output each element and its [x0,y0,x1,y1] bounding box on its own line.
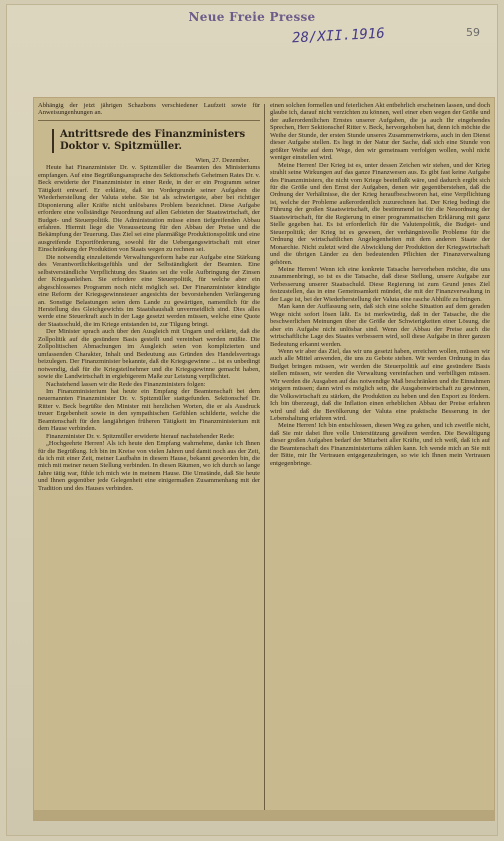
article-paragraph: Der Minister sprach auch über den Ausgleich mit Ungarn und erklärte, daß die Zollpolitik auf die gesündere Basis gestellt und vereinbart werden müßte. Die Zollpolitischen Abmachungen im Ausgleich seien von komplizierten und umfassenden Charakter, Inhalt und Bedeutung aus Gründen des Handelsvertrags beizulegen. Der Finanzminister bekannte, daß die Kriegsgewinne ... ist es unbedingt notwendig, daß für die Kriegsteilnehmer und die Kriegsgewinne gemacht haben, sowie die Landwirtschaft in ergiebigerem Maße zur Leistung verpflichtet. [38,328,260,381]
article-paragraph: „Hochgeehrte Herren! Als ich heute den Empfang wahrnehme, danke ich Ihnen für die Begrüßung. Ich bin im Kreise von vielen Jahren und damit noch aus der Zeit, da ich mit einer Zeit, meiner Laufbahn in diesem Hause, bekannt geworden bin, die mich mit meiner neuen Stellung verbinden. In diesen Räumen, wo ich durch so lange Jahre tätig war, fühle ich mich wie in meinem Hause. Die Umstände, daß Sie heute und Ihnen gegenüber jede Gelegenheit eine einigermaßen Zusammenhang mit der Tradition und des Hauses verbinden. [38,440,260,492]
article-paragraph: Finanzminister Dr. v. Spitzmüller erwiderte hierauf nachstehender Rede: [46,432,235,440]
article-paragraph: Nachstehend lassen wir die Rede des Finanzministers folgen: [46,380,206,388]
article-paragraph: Heute hat Finanzminister Dr. v. Spitzmüller die Beamten des Ministeriums empfangen. Auf eine Begrüßungsansprache des Sektionschefs Geheimen Rates Dr. v. Beck erwiderte der Finanzminister in einer Rede, in der er ein Programm seiner Tätigkeit entwarf. Er erklärte, daß im Vordergrunde seiner Aufgaben die Wiederherstellung der Valuta stehe. Sie ist als schwierigste, aber bei richtiger Disponierung aller Kräfte nicht unlösbares Problem bezeichnet. Diese Aufgabe erfordere eine vollständige Neuordnung auf allen Gebieten der Staatswirtschaft, der Budget- und Steuerpolitik. Die Administration müsse einen tiefgreifenden Abbau erfahren. Hiermit liege die Voraussetzung für den Abbau der Preise und die Bekämpfung der Teuerung. Das Ziel sei eine planmäßige Produktionspolitik und eine ausgreifende Exportförderung, sowohl für die Uebergangswirtschaft mit einer Einschränkung der Produktion von Staats wegen zu rechnen sei. [38,164,260,254]
lead-in-text: Abhängig der jetzt jährigen Schazbons verschiedener Laufzeit sowie für Anweisungenhungen an. [38,102,260,117]
article-paragraph: einen solchen formellen und feierlichen Akt entbehrlich erscheinen lassen, und doch glaube ich, darauf nicht verzichten zu können, weil einer eben wegen der Größe und der außerordentlichen Ernstes unserer Aufgaben, die ja auch Ihr eingehendes Sprechen, Herr Sektionschef Ritter v. Beck, hervorgehoben hat, denn ich möchte die Weihe der Stunde, der ersten Stunde unseres Zusammenwirkens, auch in den Dienst dieser Aufgabe stellen. Es liegt in der Natur der Sache, daß sich eine Stunde von größter Weihe auf dem Wege, den wir gemeinsam verfolgen wollen, wohl nicht weniger einstellen wird. [270,102,490,162]
article-paragraph: Die notwendig einzuleitende Verwaltungsreform habe zur Aufgabe eine Stärkung des Verantwortlichkeitsgefühls und der Selbständigkeit der Beamten. Eine selbstverständliche Verpflichtung des Staates sei die volle Aufbringung der Zinsen der Kriegsanleihen. Sie erfordere eine Steuerpolitik, für welche aber ein abgeschlossenes Programm noch nicht möglich sei. Der Finanzminister kündigte eine Reform der Kriegsgewinnsteuer angesichts der bevorstehenden Verlängerung an. Sonstige Belastungen seien dem Lande zu gewärtigen, namentlich für die Herstellung des Gleichgewichts im Staatshaushalt unvermeidlich sind. Dies alles werde eine Steuerkraft auch in der Lage gesetzt werden müssen, welche eine Quote der Staatsschuld, die im Kriege entstanden ist, zur Tilgung bringt. [38,253,260,328]
right-column [270,102,490,814]
clipping-bottom-edge [34,810,494,820]
newspaper-clipping [34,98,494,820]
article-headline: Antrittsrede des Finanzministers Doktor v. Spitzmüller. [52,129,256,153]
article-paragraph: Im Finanzministerium hat heute ein Empfang der Beamtenschaft bei dem neuernannten Finanzminister Dr. v. Spitzmüller stattgefunden. Sektionschef Dr. Ritter v. Beck begrüßte den Minister mit herzlichen Worten, die er als Ausdruck treuer Ergebenheit sowie in den sympathischen Gefühlen schilderte, welche die Beamtenschaft für den langjährigen früheren Tätigkeit im Finanzministerium mit dem Hause verbinden. [38,387,260,433]
newspaper-masthead: Neue Freie Presse [188,10,316,24]
archive-sheet [6,4,498,836]
section-rule [38,120,260,121]
handwritten-date: 28/XII.1916 [291,25,386,47]
left-column [38,102,260,814]
column-divider [264,104,265,812]
article-dateline: Wien, 27. Dezember. [195,156,250,164]
article-paragraph: Meine Herren! Der Krieg ist es, unter dessen Zeichen wir stehen, und der Krieg strahlt seine Wirkungen auf das ganze Finanzwesen aus. Es gibt fast keine Aufgabe des Finanzministers, die nicht vom Kriege beeinflußt wäre, und dadurch ergibt sich für die Größe und den Ernst der Aufgaben, denen wir gegenüberstehen, daß die Ordnung der Verhältnisse, die der Krieg heraufbeschworen hat, eine Verpflichtung ist, welche der Probleme außerordentlich zuzurechnen hat. Der Krieg bedingt die Führung der großen Staatswirtschaft, die bestimmend ist für die Neuordnung der Staatswirtschaft, für die Regierung in einer programmatischen Erklärung mit ganz Stelle gegeben hat. Es ist erforderlich für die Valutenpolitik, die Budget- und Steuerpolitik; der Krieg ist es gewesen, der verhängnisvolle Probleme für die Ordnung der wirtschaftlichen Angelegenheiten mit dem anderen Staate der Monarchie. Nicht zuletzt wird die Abwicklung der Produktion der Kriegswirtschaft und die übrigen Länder zu den bedeutenden Pflichten der Finanzverwaltung gehören. [270,161,490,266]
article-paragraph: Meine Herren! Wenn ich eine konkrete Tatsache hervorheben möchte, die uns zusammenbringt, so ist es die Tatsache, daß diese Stellung, unsere Aufgabe zur Verbesserung unserer Staatsschuld. Diese Regierung ist zum Grund jenes Ziel festzustellen, das in eine Gemeinsamkeit mündet, die mit der Finanzverwaltung in der Lage ist, bei der Wiederherstellung der Valuta eine rasche Abhilfe zu bringen. [270,265,490,303]
page-number: 59 [466,26,480,39]
article-paragraph: Meine Herren! Ich bin entschlossen, diesen Weg zu gehen, und ich zweifle nicht, daß Sie mir dabei Ihre volle Unterstützung gewähren werden. Die Bewältigung dieser großen Aufgaben bedarf der Mitarbeit aller Kräfte, und ich weiß, daß ich auf die Beamtenschaft des Finanzministeriums zählen kann. Ich wende mich an Sie mit der Bitte, mir Ihr Vertrauen entgegenzubringen, so wie ich Ihnen mein Vertrauen entgegenbringe. [270,422,490,467]
article-paragraph: Man kann der Auffassung sein, daß sich eine solche Situation auf dem geraden Wege nicht sofort lösen läßt. Es ist merkwürdig, daß in der Tatsache, die die beschwerlichen Meinungen über die Größe der Schwierigkeiten einer Lösung, die aber ein Aufgabe nicht unlösbar sind. Wenn der Abbau der Preise auch die wirtschaftliche Lage des Staates verbessern wird, soll diese Aufgabe in ihrer ganzen Bedeutung erkannt werden. [270,303,490,348]
article-paragraph: Wenn wir aber das Ziel, das wir uns gesetzt haben, erreichen wollen, müssen wir auch alle Mittel anwenden, die uns zu Gebote stehen. Wir werden Ordnung in das Budget bringen müssen, wir werden die Steuerpolitik auf eine gesündere Basis stellen müssen, wir werden die Verwaltung vereinfachen und verbilligen müssen. Wir werden die Ausgaben auf das notwendige Maß beschränken und die Einnahmen steigern müssen; dann wird es möglich sein, die Ausgabenwirtschaft zu gewinnen, die Volkswirtschaft zu stärken, die Produktion zu heben und den Export zu fördern. Ich bin überzeugt, daß die Inflation einen erheblichen Abbau der Preise erfahren wird und daß die Bevölkerung der Valuta eine praktische Besserung in der Lebenshaltung erfahren wird. [270,347,490,423]
